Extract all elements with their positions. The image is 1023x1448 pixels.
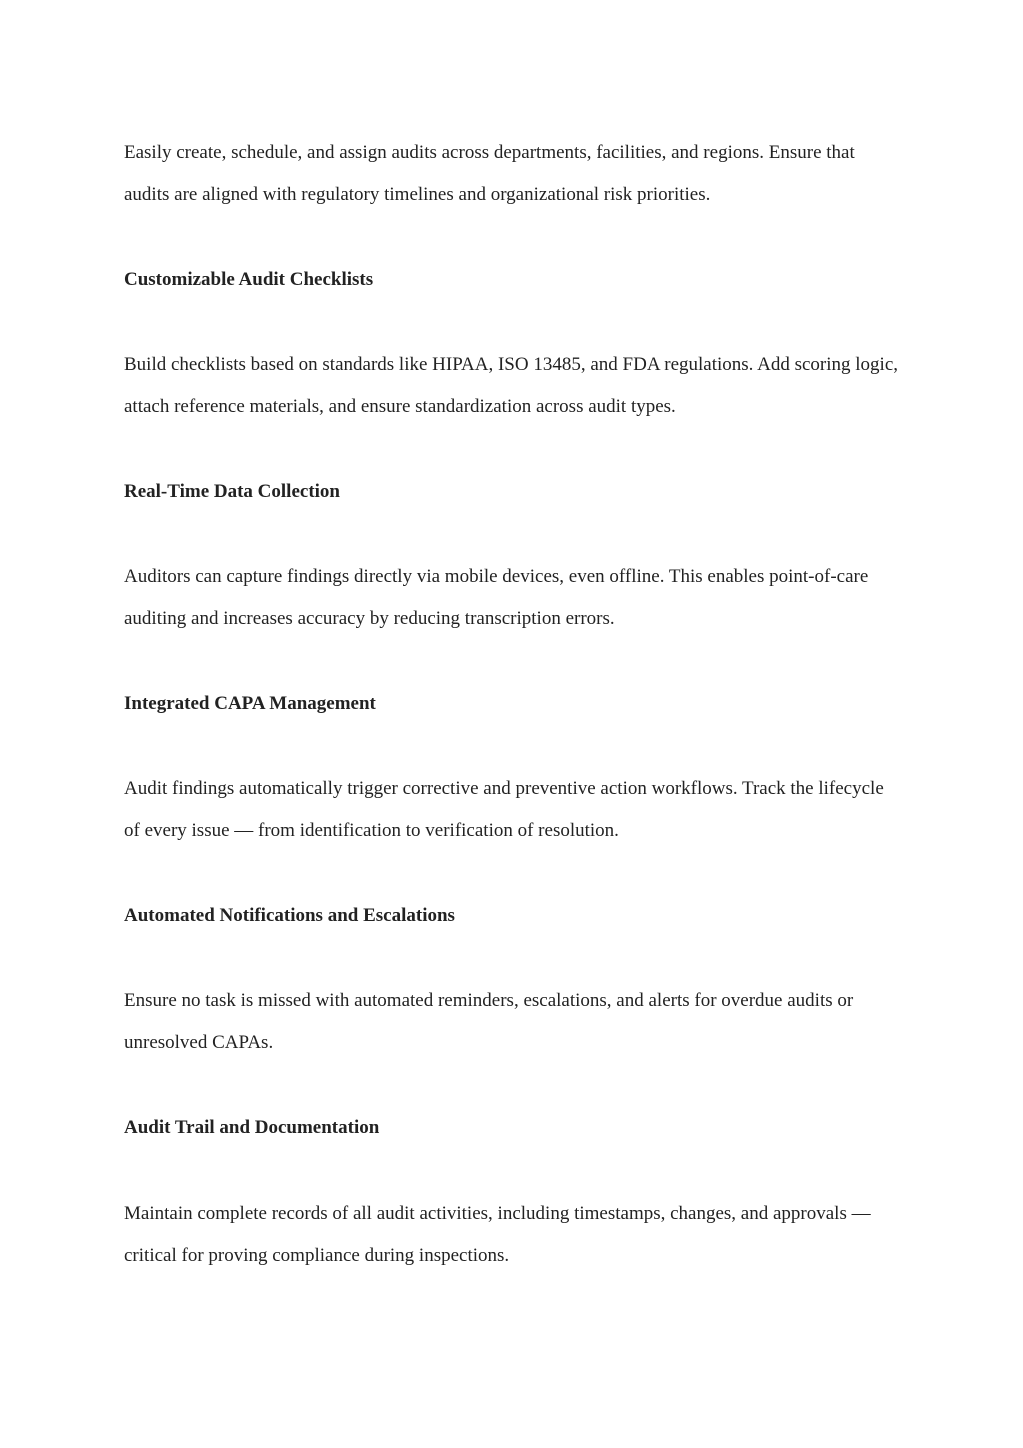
paragraph-automated-notifications: Ensure no task is missed with automated reminders, escalations, and alerts for overdue audits or unresolved CAPAs. bbox=[124, 990, 854, 1053]
heading-integrated-capa-management: Integrated CAPA Management bbox=[124, 693, 376, 714]
heading-automated-notifications: Automated Notifications and Escalations bbox=[124, 905, 455, 926]
paragraph-real-time-data-collection: Auditors can capture findings directly via mobile devices, even offline. This enables point-of-care auditing and increases accuracy by reducing transcription errors. bbox=[124, 566, 869, 629]
paragraph-audit-trail: Maintain complete records of all audit activities, including timestamps, changes, and approvals — critical for proving compliance during inspections. bbox=[124, 1203, 871, 1266]
heading-real-time-data-collection: Real-Time Data Collection bbox=[124, 481, 340, 502]
paragraph-integrated-capa-management: Audit findings automatically trigger corrective and preventive action workflows. Track the lifecycle of every issue — from identification to verification of resolution. bbox=[124, 778, 884, 841]
intro-paragraph: Easily create, schedule, and assign audits across departments, facilities, and regions. Ensure that audits are aligned with regulatory timelines and organizational risk priorities. bbox=[124, 142, 855, 205]
paragraph-customizable-audit-checklists: Build checklists based on standards like HIPAA, ISO 13485, and FDA regulations. Add scoring logic, attach reference materials, and ensure standardization across audit types. bbox=[124, 354, 899, 417]
heading-customizable-audit-checklists: Customizable Audit Checklists bbox=[124, 269, 374, 290]
heading-audit-trail: Audit Trail and Documentation bbox=[124, 1117, 380, 1138]
